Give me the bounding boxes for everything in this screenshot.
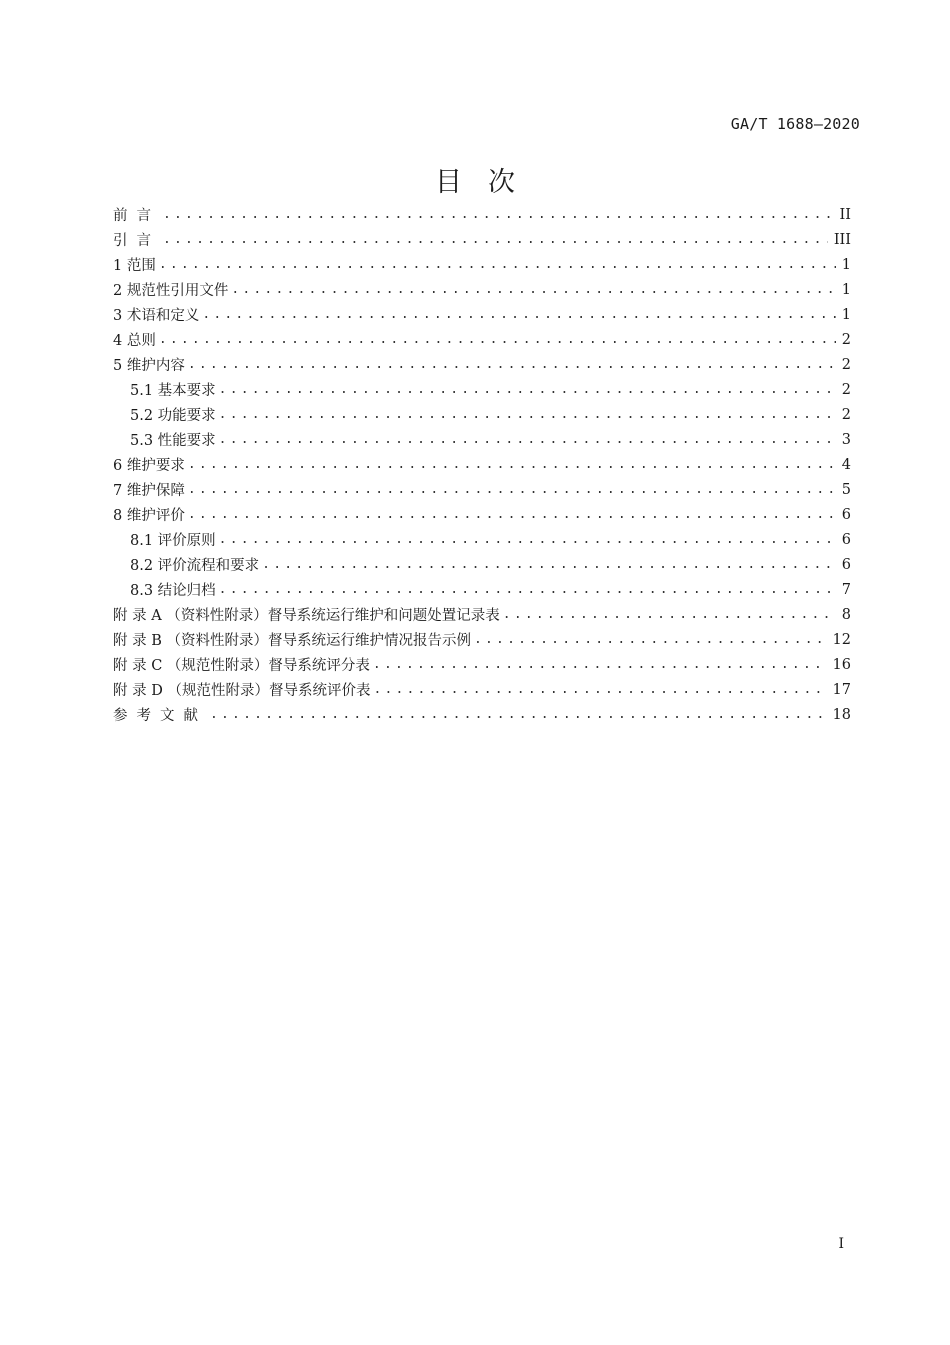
toc-dot-leader [202, 302, 835, 327]
toc-dot-leader [219, 377, 836, 402]
toc-entry[interactable] [113, 602, 851, 627]
toc-entry-label: 8 维护评价 [113, 508, 185, 524]
toc-entry-page: 2 [841, 381, 851, 398]
toc-entry-page: 6 [841, 531, 851, 548]
toc-dot-leader [159, 327, 836, 352]
toc-entry-page: 1 [841, 256, 851, 273]
toc-entry-label: 4 总则 [113, 333, 156, 349]
toc-entry[interactable] [113, 352, 851, 377]
toc-entry[interactable] [113, 477, 851, 502]
page-number: I [838, 1236, 844, 1252]
toc-entry-label: 5.1 基本要求 [130, 383, 216, 399]
toc-entry[interactable] [113, 702, 851, 727]
toc-entry-page: 18 [832, 706, 851, 723]
toc-entry[interactable] [113, 577, 851, 602]
toc-entry-label: 附 录 D （规范性附录）督导系统评价表 [113, 683, 371, 699]
toc-title: 目次 [435, 167, 541, 198]
toc-entry[interactable] [113, 452, 851, 477]
toc-entry-label: 参考文献 [113, 708, 207, 724]
toc-entry[interactable] [113, 552, 851, 577]
toc-entry[interactable] [113, 252, 851, 277]
toc-entry-label: 附 录 A （资料性附录）督导系统运行维护和问题处置记录表 [113, 608, 500, 624]
toc-entry[interactable] [113, 227, 851, 252]
toc-dot-leader [188, 352, 836, 377]
toc-dot-leader [188, 502, 836, 527]
toc-entry-label: 7 维护保障 [113, 483, 185, 499]
toc-entry-page: 12 [832, 631, 851, 648]
toc-entry[interactable] [113, 327, 851, 352]
toc-dot-leader [163, 227, 828, 252]
toc-dot-leader [163, 202, 834, 227]
toc-entry-page: 1 [841, 281, 851, 298]
toc-dot-leader [219, 527, 836, 552]
toc-entry-label: 附 录 C （规范性附录）督导系统评分表 [113, 658, 370, 674]
toc-entry-page: 5 [841, 481, 851, 498]
toc-entry-page: 2 [841, 331, 851, 348]
toc-entry[interactable] [113, 302, 851, 327]
toc-dot-leader [474, 627, 827, 652]
toc-dot-leader [373, 677, 826, 702]
toc-entry-label: 附 录 B （资料性附录）督导系统运行维护情况报告示例 [113, 633, 471, 649]
toc-dot-leader [188, 452, 836, 477]
toc-dot-leader [373, 652, 827, 677]
toc-dot-leader [503, 602, 836, 627]
toc-entry-label: 5.2 功能要求 [130, 408, 216, 424]
toc-dot-leader [188, 477, 836, 502]
standard-number: GA/T 1688—2020 [730, 115, 860, 133]
toc-dot-leader [210, 702, 827, 727]
toc-entry-label: 3 术语和定义 [113, 308, 200, 324]
toc-entry-page: 4 [841, 456, 851, 473]
toc-entry-page: 6 [841, 556, 851, 573]
toc-entry[interactable] [113, 202, 851, 227]
toc-list [113, 202, 851, 727]
toc-dot-leader [219, 577, 836, 602]
toc-entry[interactable] [113, 677, 851, 702]
toc-entry-label: 8.2 评价流程和要求 [130, 558, 260, 574]
toc-entry-label: 8.3 结论归档 [130, 583, 216, 599]
toc-entry-label: 1 范围 [113, 258, 156, 274]
toc-dot-leader [219, 402, 836, 427]
toc-entry-page: 2 [841, 356, 851, 373]
toc-entry-label: 引言 [113, 233, 160, 249]
toc-entry-page: 1 [841, 306, 851, 323]
toc-dot-leader [231, 277, 835, 302]
toc-entry-page: II [839, 206, 851, 223]
toc-entry-label: 2 规范性引用文件 [113, 283, 229, 299]
toc-entry[interactable] [113, 277, 851, 302]
toc-entry[interactable] [113, 377, 851, 402]
toc-dot-leader [262, 552, 836, 577]
toc-entry-page: III [833, 231, 851, 248]
toc-entry-label: 5.3 性能要求 [130, 433, 216, 449]
toc-dot-leader [159, 252, 836, 277]
toc-entry-page: 8 [841, 606, 851, 623]
toc-entry-page: 7 [841, 581, 851, 598]
toc-entry-label: 6 维护要求 [113, 458, 185, 474]
toc-entry[interactable] [113, 527, 851, 552]
toc-entry-label: 前言 [113, 208, 160, 224]
toc-entry[interactable] [113, 652, 851, 677]
toc-dot-leader [219, 427, 836, 452]
toc-entry-page: 6 [841, 506, 851, 523]
toc-entry[interactable] [113, 427, 851, 452]
toc-entry[interactable] [113, 402, 851, 427]
toc-entry-page: 2 [841, 406, 851, 423]
toc-entry[interactable] [113, 502, 851, 527]
toc-entry[interactable] [113, 627, 851, 652]
toc-entry-page: 16 [832, 656, 851, 673]
toc-entry-page: 3 [841, 431, 851, 448]
toc-entry-page: 17 [832, 681, 851, 698]
toc-entry-label: 5 维护内容 [113, 358, 185, 374]
toc-entry-label: 8.1 评价原则 [130, 533, 216, 549]
